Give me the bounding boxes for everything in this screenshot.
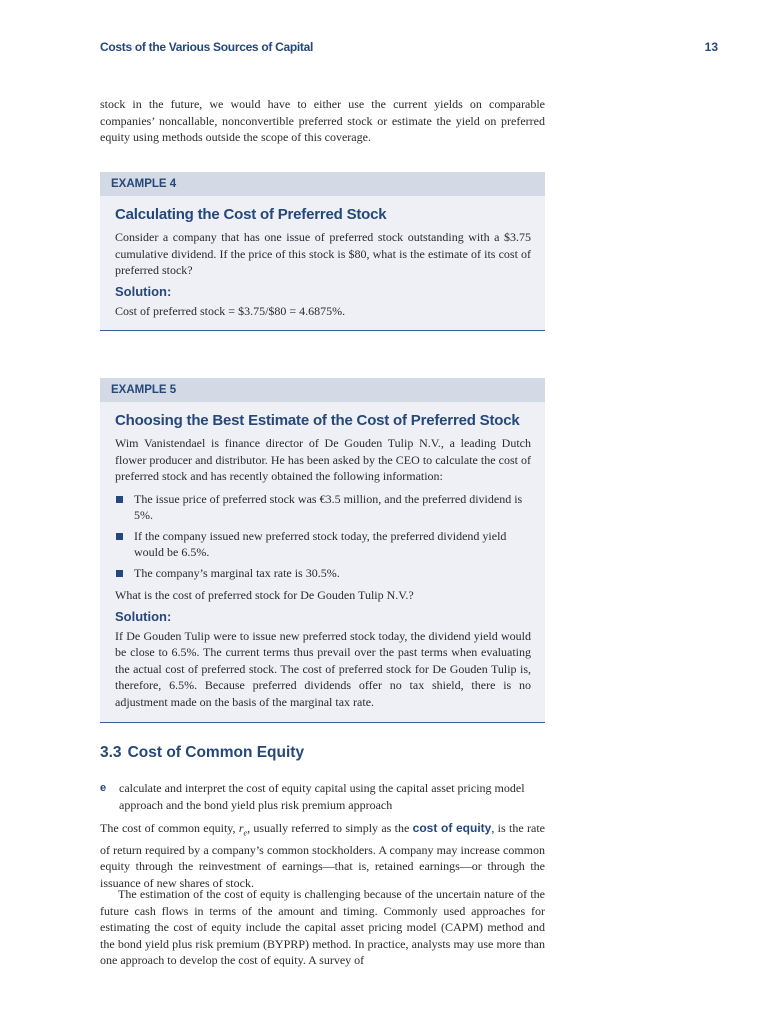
learning-outcome-text: calculate and interpret the cost of equity capital using the capital asset pricing model approach and the bond yield plus risk premium approach: [119, 781, 525, 812]
p1-part1: The cost of common equity,: [100, 821, 239, 835]
example-5-body: [100, 412, 545, 718]
chapter-title: Costs of the Various Sources of Capital: [100, 40, 314, 54]
section-heading: [100, 744, 545, 762]
example-4-solution-label: Solution:: [115, 283, 172, 299]
example-4-solution: Cost of preferred stock = $3.75/$80 = 4.6875%.: [115, 303, 346, 318]
example-5-solution-label: Solution:: [115, 608, 172, 624]
example-5-title: Choosing the Best Estimate of the Cost of Preferred Stock: [115, 412, 520, 429]
learning-outcome: [100, 780, 545, 813]
intro-paragraph: stock in the future, we would have to either use the current yields on comparable companies’ noncallable, nonconvertible preferred stock or estimate the yield on preferred equity using methods outside the scope of this coverage.: [100, 97, 545, 144]
bullet-text: If the company issued new preferred stock today, the preferred dividend yield would be 6.5%.: [134, 528, 507, 559]
example-5-question: What is the cost of preferred stock for De Gouden Tulip N.V.?: [115, 588, 414, 602]
bullet-text: The company’s marginal tax rate is 30.5%.: [134, 565, 340, 580]
cost-of-equity-symbol: r: [238, 821, 244, 835]
example-4-title: Calculating the Cost of Preferred Stock: [115, 206, 387, 223]
section-title: Cost of Common Equity: [127, 744, 305, 761]
square-bullet-icon: [116, 570, 123, 577]
example-5-box: [100, 378, 545, 723]
section-number: 3.3: [100, 744, 122, 761]
list-item: [115, 491, 531, 524]
example-4-body: [100, 206, 545, 327]
example-5-intro: Wim Vanistendael is finance director of De Gouden Tulip N.V., a leading Dutch flower producer and distributor. He has been asked by the CEO to calculate the cost of preferred stock and has recently obtained the following information:: [115, 436, 531, 483]
example-4-label: EXAMPLE 4: [100, 172, 545, 196]
bullet-text: The issue price of preferred stock was €3.5 million, and the preferred dividend is 5%.: [134, 491, 523, 522]
running-header: [100, 40, 718, 54]
p1-part2: , usually referred to simply as the: [247, 821, 413, 835]
example-5-label: EXAMPLE 5: [100, 378, 545, 402]
p1-part3: , is the rate of return required by a company’s common stockholders. A company may increase common equity through the reinvestment of earnings—that is, retained earnings—or through the issuance of new shares of stock.: [100, 821, 545, 890]
cost-of-equity-term: cost of equity: [412, 821, 492, 835]
learning-outcome-marker: e: [100, 782, 107, 794]
page-number: 13: [704, 40, 718, 54]
list-item: [115, 565, 531, 582]
cost-of-equity-subscript: e: [243, 828, 248, 838]
square-bullet-icon: [116, 533, 123, 540]
estimation-paragraph: The estimation of the cost of equity is challenging because of the uncertain nature of the future cash flows in terms of the amount and timing. Commonly used approaches for estimating the cost of equity include the capital asset pricing model (CAPM) method and the bond yield plus risk premium (BYPRP) method. In practice, analysts may use more than one approach to develop the cost of equity. A survey of: [100, 887, 545, 967]
example-4-box: [100, 172, 545, 331]
square-bullet-icon: [116, 496, 123, 503]
example-5-bullet-list: [115, 491, 531, 582]
list-item: [115, 528, 531, 561]
example-4-question: Consider a company that has one issue of preferred stock outstanding with a $3.75 cumulative dividend. If the price of this stock is $80, what is the estimate of its cost of preferred stock?: [115, 230, 531, 277]
example-5-solution: If De Gouden Tulip were to issue new preferred stock today, the dividend yield would be close to 6.5%. The current terms thus prevail over the past terms when evaluating the actual cost of preferred stock. The cost of preferred stock for De Gouden Tulip is, therefore, 6.5%. Because preferred dividends offer no tax shield, there is no adjustment made on the basis of the marginal tax rate.: [115, 628, 531, 709]
cost-of-equity-definition-paragraph: [100, 820, 545, 891]
